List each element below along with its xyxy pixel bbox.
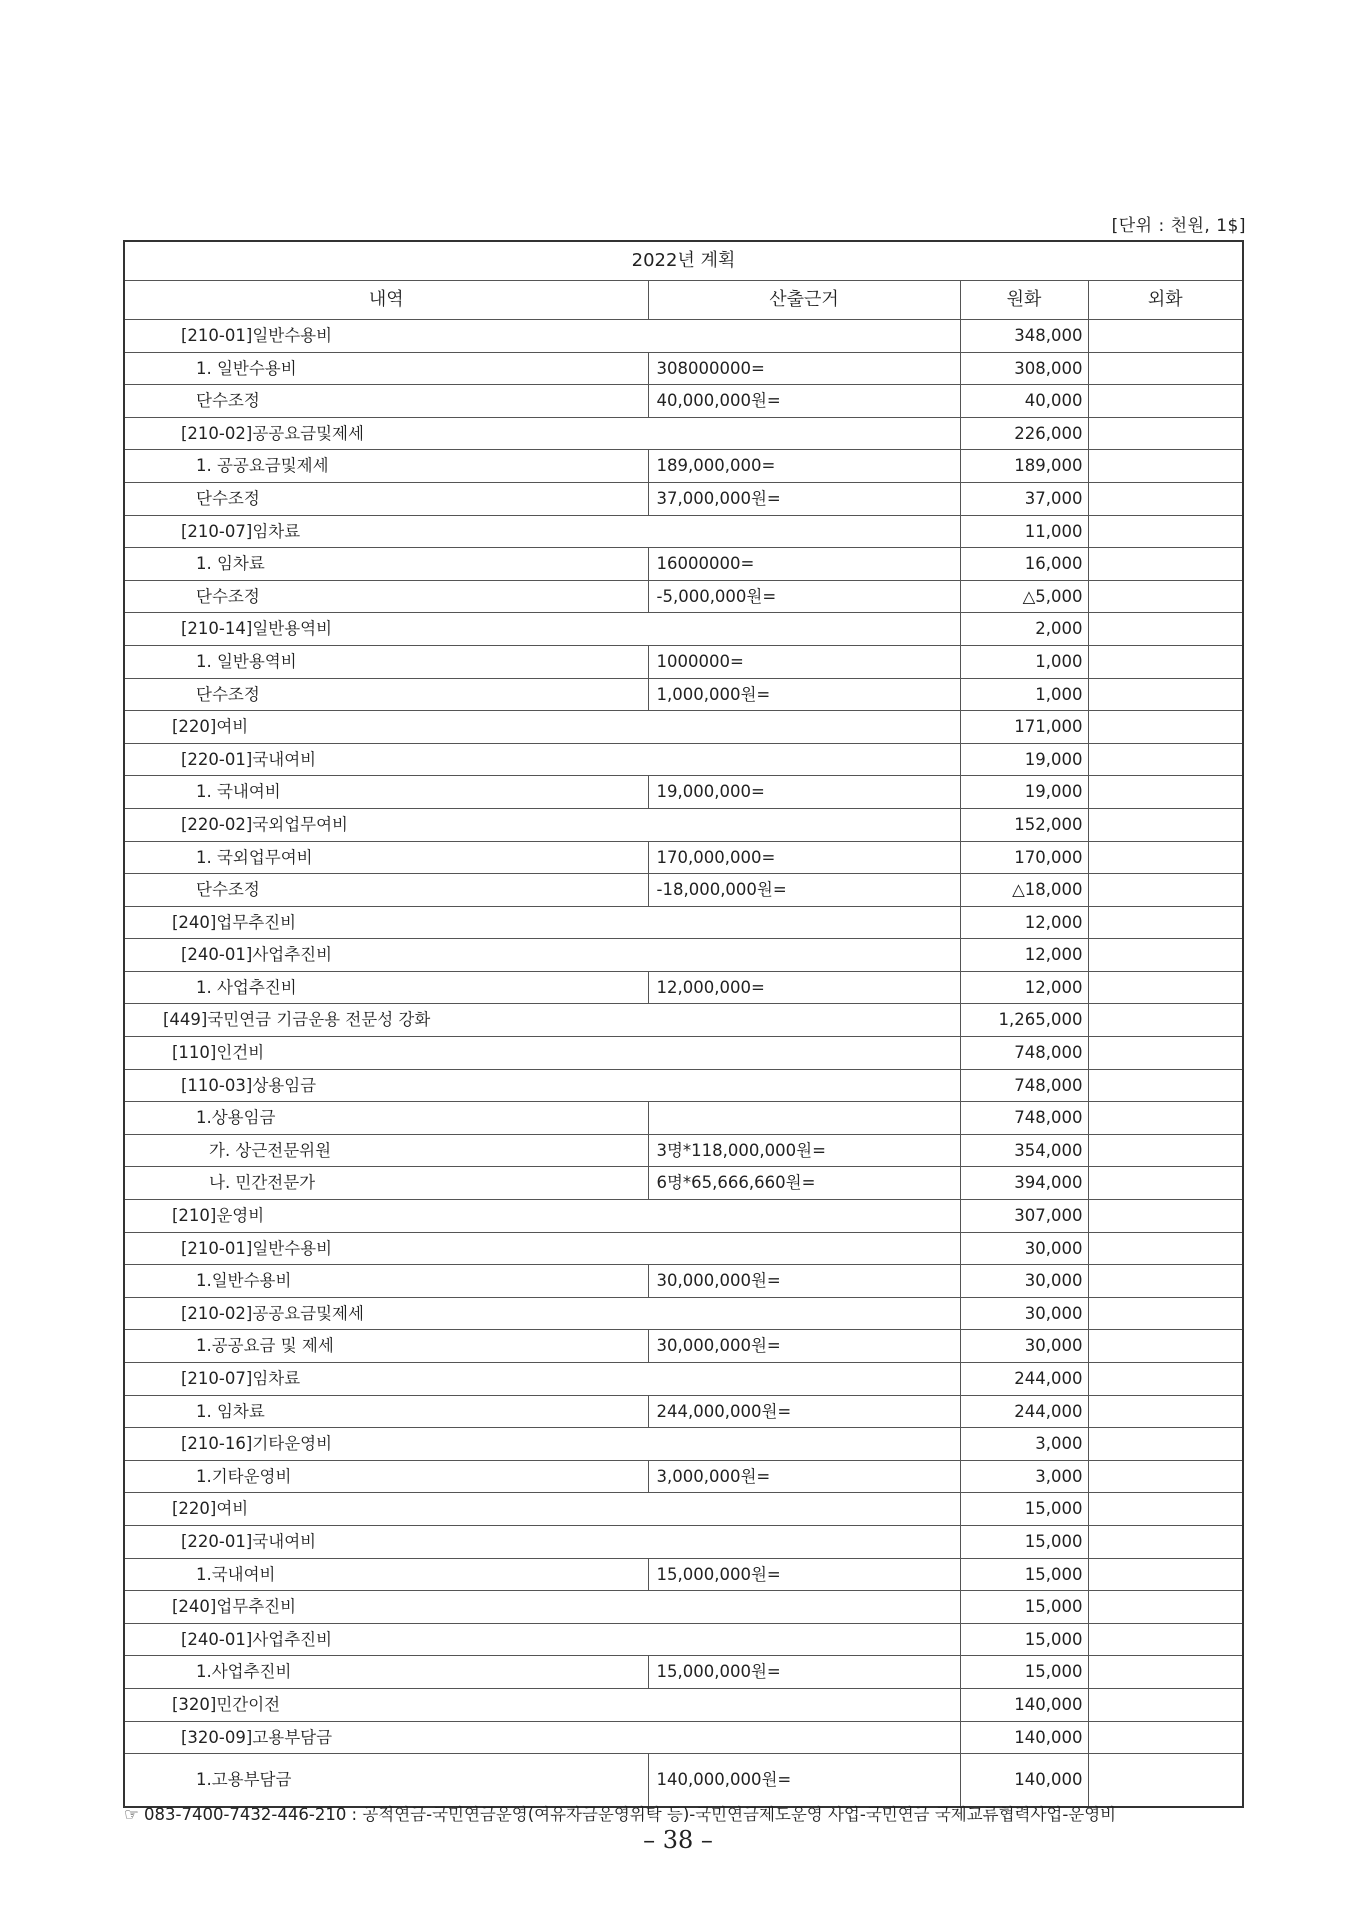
krw-amount: 30,000 xyxy=(960,1297,1088,1330)
foreign-amount xyxy=(1088,874,1243,907)
krw-amount: 748,000 xyxy=(960,1102,1088,1135)
foreign-amount xyxy=(1088,482,1243,515)
item-label: 1.공공요금 및 제세 xyxy=(124,1330,648,1363)
item-label: 1. 국외업무여비 xyxy=(124,841,648,874)
krw-amount: 15,000 xyxy=(960,1493,1088,1526)
basis-cell: 30,000,000원= xyxy=(648,1330,960,1363)
table-row xyxy=(124,580,1243,613)
krw-amount: 15,000 xyxy=(960,1525,1088,1558)
table-row xyxy=(124,1591,1243,1624)
krw-amount: 140,000 xyxy=(960,1754,1088,1808)
foreign-amount xyxy=(1088,1265,1243,1298)
item-label: [210-01]일반수용비 xyxy=(124,320,960,353)
item-label: 단수조정 xyxy=(124,678,648,711)
krw-amount: 1,000 xyxy=(960,645,1088,678)
foreign-amount xyxy=(1088,1754,1243,1808)
foreign-amount xyxy=(1088,1037,1243,1070)
table-row xyxy=(124,515,1243,548)
item-label: [320]민간이전 xyxy=(124,1688,960,1721)
foreign-amount xyxy=(1088,1134,1243,1167)
basis-cell: 170,000,000= xyxy=(648,841,960,874)
foreign-amount xyxy=(1088,939,1243,972)
krw-amount: 354,000 xyxy=(960,1134,1088,1167)
table-row xyxy=(124,743,1243,776)
item-label: 1.국내여비 xyxy=(124,1558,648,1591)
foreign-amount xyxy=(1088,1102,1243,1135)
basis-cell: 19,000,000= xyxy=(648,776,960,809)
foreign-amount xyxy=(1088,515,1243,548)
item-label: 단수조정 xyxy=(124,385,648,418)
table-row xyxy=(124,613,1243,646)
foreign-amount xyxy=(1088,1428,1243,1461)
table-row xyxy=(124,417,1243,450)
table-row xyxy=(124,1232,1243,1265)
foreign-amount xyxy=(1088,841,1243,874)
foreign-amount xyxy=(1088,971,1243,1004)
krw-amount: 152,000 xyxy=(960,808,1088,841)
basis-cell: 6명*65,666,660원= xyxy=(648,1167,960,1200)
table-row xyxy=(124,1754,1243,1808)
footnote: ☞ 083-7400-7432-446-210 : 공적연금-국민연금운영(여유자금운영위탁 등)-국민연금제도운영 사업-국민연금 국제교류협력사업-운영비 xyxy=(124,1805,1117,1824)
foreign-amount xyxy=(1088,1460,1243,1493)
basis-cell xyxy=(648,1102,960,1135)
table-row xyxy=(124,1134,1243,1167)
budget-table xyxy=(123,240,1244,1808)
table-row xyxy=(124,1525,1243,1558)
foreign-amount xyxy=(1088,1363,1243,1396)
krw-amount: 244,000 xyxy=(960,1395,1088,1428)
unit-label: [단위 : 천원, 1$] xyxy=(1111,216,1246,236)
basis-cell: -18,000,000원= xyxy=(648,874,960,907)
item-label: 1. 일반용역비 xyxy=(124,645,648,678)
foreign-amount xyxy=(1088,776,1243,809)
foreign-amount xyxy=(1088,417,1243,450)
krw-amount: 16,000 xyxy=(960,548,1088,581)
item-label: 1. 공공요금및제세 xyxy=(124,450,648,483)
foreign-amount xyxy=(1088,1591,1243,1624)
krw-amount: 171,000 xyxy=(960,711,1088,744)
table-row xyxy=(124,1558,1243,1591)
basis-cell: -5,000,000원= xyxy=(648,580,960,613)
item-label: [240]업무추진비 xyxy=(124,906,960,939)
item-label: [210-07]임차료 xyxy=(124,515,960,548)
krw-amount: 140,000 xyxy=(960,1688,1088,1721)
krw-amount: 748,000 xyxy=(960,1037,1088,1070)
table-row xyxy=(124,906,1243,939)
foreign-amount xyxy=(1088,1395,1243,1428)
item-label: [220]여비 xyxy=(124,711,960,744)
basis-cell: 30,000,000원= xyxy=(648,1265,960,1298)
krw-amount: 394,000 xyxy=(960,1167,1088,1200)
table-row xyxy=(124,1656,1243,1689)
table-row xyxy=(124,548,1243,581)
krw-amount: 12,000 xyxy=(960,971,1088,1004)
basis-cell: 37,000,000원= xyxy=(648,482,960,515)
foreign-amount xyxy=(1088,1297,1243,1330)
item-label: 1.사업추진비 xyxy=(124,1656,648,1689)
krw-amount: 348,000 xyxy=(960,320,1088,353)
item-label: 단수조정 xyxy=(124,874,648,907)
foreign-amount xyxy=(1088,743,1243,776)
table-row xyxy=(124,1004,1243,1037)
basis-cell: 189,000,000= xyxy=(648,450,960,483)
item-label: [240-01]사업추진비 xyxy=(124,1623,960,1656)
basis-cell: 244,000,000원= xyxy=(648,1395,960,1428)
page-number: – 38 – xyxy=(643,1826,713,1854)
item-label: 나. 민간전문가 xyxy=(124,1167,648,1200)
krw-amount: 307,000 xyxy=(960,1200,1088,1233)
table-row xyxy=(124,1623,1243,1656)
header-item: 내역 xyxy=(124,281,648,320)
foreign-amount xyxy=(1088,1004,1243,1037)
table-row xyxy=(124,971,1243,1004)
foreign-amount xyxy=(1088,645,1243,678)
krw-amount: 140,000 xyxy=(960,1721,1088,1754)
table-row xyxy=(124,1721,1243,1754)
krw-amount: 30,000 xyxy=(960,1330,1088,1363)
item-label: [210-02]공공요금및제세 xyxy=(124,1297,960,1330)
table-row xyxy=(124,1395,1243,1428)
item-label: 1. 국내여비 xyxy=(124,776,648,809)
item-label: [240]업무추진비 xyxy=(124,1591,960,1624)
krw-amount: 170,000 xyxy=(960,841,1088,874)
item-label: [210-07]임차료 xyxy=(124,1363,960,1396)
foreign-amount xyxy=(1088,1167,1243,1200)
item-label: [110-03]상용임금 xyxy=(124,1069,960,1102)
basis-cell: 15,000,000원= xyxy=(648,1558,960,1591)
basis-cell: 140,000,000원= xyxy=(648,1754,960,1808)
table-row xyxy=(124,1265,1243,1298)
foreign-amount xyxy=(1088,1721,1243,1754)
item-label: [320-09]고용부담금 xyxy=(124,1721,960,1754)
item-label: [210-16]기타운영비 xyxy=(124,1428,960,1461)
table-row xyxy=(124,841,1243,874)
foreign-amount xyxy=(1088,1623,1243,1656)
basis-cell: 308000000= xyxy=(648,352,960,385)
krw-amount: 189,000 xyxy=(960,450,1088,483)
item-label: [240-01]사업추진비 xyxy=(124,939,960,972)
foreign-amount xyxy=(1088,1525,1243,1558)
foreign-amount xyxy=(1088,1493,1243,1526)
basis-cell: 3명*118,000,000원= xyxy=(648,1134,960,1167)
table-row xyxy=(124,1167,1243,1200)
foreign-amount xyxy=(1088,385,1243,418)
item-label: 1. 임차료 xyxy=(124,548,648,581)
basis-cell: 12,000,000= xyxy=(648,971,960,1004)
foreign-amount xyxy=(1088,1656,1243,1689)
table-row xyxy=(124,1428,1243,1461)
item-label: 1.상용임금 xyxy=(124,1102,648,1135)
foreign-amount xyxy=(1088,1558,1243,1591)
item-label: [220-01]국내여비 xyxy=(124,1525,960,1558)
table-row xyxy=(124,320,1243,353)
header-krw: 원화 xyxy=(960,281,1088,320)
krw-amount: 12,000 xyxy=(960,906,1088,939)
krw-amount: 15,000 xyxy=(960,1558,1088,1591)
krw-amount: 15,000 xyxy=(960,1623,1088,1656)
krw-amount: 30,000 xyxy=(960,1232,1088,1265)
table-row xyxy=(124,1493,1243,1526)
item-label: [220]여비 xyxy=(124,1493,960,1526)
item-label: 1.고용부담금 xyxy=(124,1754,648,1808)
foreign-amount xyxy=(1088,1688,1243,1721)
table-row xyxy=(124,939,1243,972)
item-label: 1. 임차료 xyxy=(124,1395,648,1428)
table-row xyxy=(124,1460,1243,1493)
foreign-amount xyxy=(1088,352,1243,385)
table-row xyxy=(124,482,1243,515)
item-label: [220-02]국외업무여비 xyxy=(124,808,960,841)
basis-cell: 16000000= xyxy=(648,548,960,581)
table-row xyxy=(124,1688,1243,1721)
foreign-amount xyxy=(1088,320,1243,353)
foreign-amount xyxy=(1088,548,1243,581)
krw-amount: 15,000 xyxy=(960,1656,1088,1689)
table-row xyxy=(124,678,1243,711)
krw-amount: 15,000 xyxy=(960,1591,1088,1624)
krw-amount: 2,000 xyxy=(960,613,1088,646)
item-label: [210-01]일반수용비 xyxy=(124,1232,960,1265)
krw-amount: 1,000 xyxy=(960,678,1088,711)
krw-amount: 3,000 xyxy=(960,1460,1088,1493)
krw-amount: 12,000 xyxy=(960,939,1088,972)
krw-amount: 19,000 xyxy=(960,743,1088,776)
foreign-amount xyxy=(1088,450,1243,483)
krw-amount: 11,000 xyxy=(960,515,1088,548)
item-label: [210-14]일반용역비 xyxy=(124,613,960,646)
table-row xyxy=(124,1102,1243,1135)
item-label: [449]국민연금 기금운용 전문성 강화 xyxy=(124,1004,960,1037)
header-basis: 산출근거 xyxy=(648,281,960,320)
krw-amount: 37,000 xyxy=(960,482,1088,515)
item-label: [110]인건비 xyxy=(124,1037,960,1070)
krw-amount: 30,000 xyxy=(960,1265,1088,1298)
foreign-amount xyxy=(1088,1330,1243,1363)
foreign-amount xyxy=(1088,808,1243,841)
krw-amount: 226,000 xyxy=(960,417,1088,450)
table-row xyxy=(124,1037,1243,1070)
table-row xyxy=(124,711,1243,744)
item-label: 가. 상근전문위원 xyxy=(124,1134,648,1167)
krw-amount: 19,000 xyxy=(960,776,1088,809)
krw-amount: 1,265,000 xyxy=(960,1004,1088,1037)
foreign-amount xyxy=(1088,1069,1243,1102)
basis-cell: 1,000,000원= xyxy=(648,678,960,711)
krw-amount: 244,000 xyxy=(960,1363,1088,1396)
table-title: 2022년 계획 xyxy=(124,241,1243,281)
basis-cell: 15,000,000원= xyxy=(648,1656,960,1689)
foreign-amount xyxy=(1088,1200,1243,1233)
foreign-amount xyxy=(1088,580,1243,613)
krw-amount: △18,000 xyxy=(960,874,1088,907)
krw-amount: 748,000 xyxy=(960,1069,1088,1102)
table-row xyxy=(124,1363,1243,1396)
krw-amount: 3,000 xyxy=(960,1428,1088,1461)
krw-amount: △5,000 xyxy=(960,580,1088,613)
krw-amount: 308,000 xyxy=(960,352,1088,385)
table-row xyxy=(124,808,1243,841)
foreign-amount xyxy=(1088,1232,1243,1265)
item-label: [210-02]공공요금및제세 xyxy=(124,417,960,450)
foreign-amount xyxy=(1088,613,1243,646)
krw-amount: 40,000 xyxy=(960,385,1088,418)
table-row xyxy=(124,450,1243,483)
foreign-amount xyxy=(1088,678,1243,711)
table-row xyxy=(124,874,1243,907)
foreign-amount xyxy=(1088,906,1243,939)
item-label: 단수조정 xyxy=(124,580,648,613)
item-label: 1.일반수용비 xyxy=(124,1265,648,1298)
table-row xyxy=(124,645,1243,678)
item-label: 단수조정 xyxy=(124,482,648,515)
header-foreign: 외화 xyxy=(1088,281,1243,320)
table-row xyxy=(124,1297,1243,1330)
table-row xyxy=(124,385,1243,418)
item-label: [210]운영비 xyxy=(124,1200,960,1233)
basis-cell: 1000000= xyxy=(648,645,960,678)
table-row xyxy=(124,1330,1243,1363)
table-row xyxy=(124,776,1243,809)
item-label: 1.기타운영비 xyxy=(124,1460,648,1493)
item-label: [220-01]국내여비 xyxy=(124,743,960,776)
table-row xyxy=(124,1069,1243,1102)
table-row xyxy=(124,1200,1243,1233)
basis-cell: 3,000,000원= xyxy=(648,1460,960,1493)
item-label: 1. 사업추진비 xyxy=(124,971,648,1004)
foreign-amount xyxy=(1088,711,1243,744)
item-label: 1. 일반수용비 xyxy=(124,352,648,385)
table-row xyxy=(124,352,1243,385)
basis-cell: 40,000,000원= xyxy=(648,385,960,418)
table-body xyxy=(124,320,1243,1808)
